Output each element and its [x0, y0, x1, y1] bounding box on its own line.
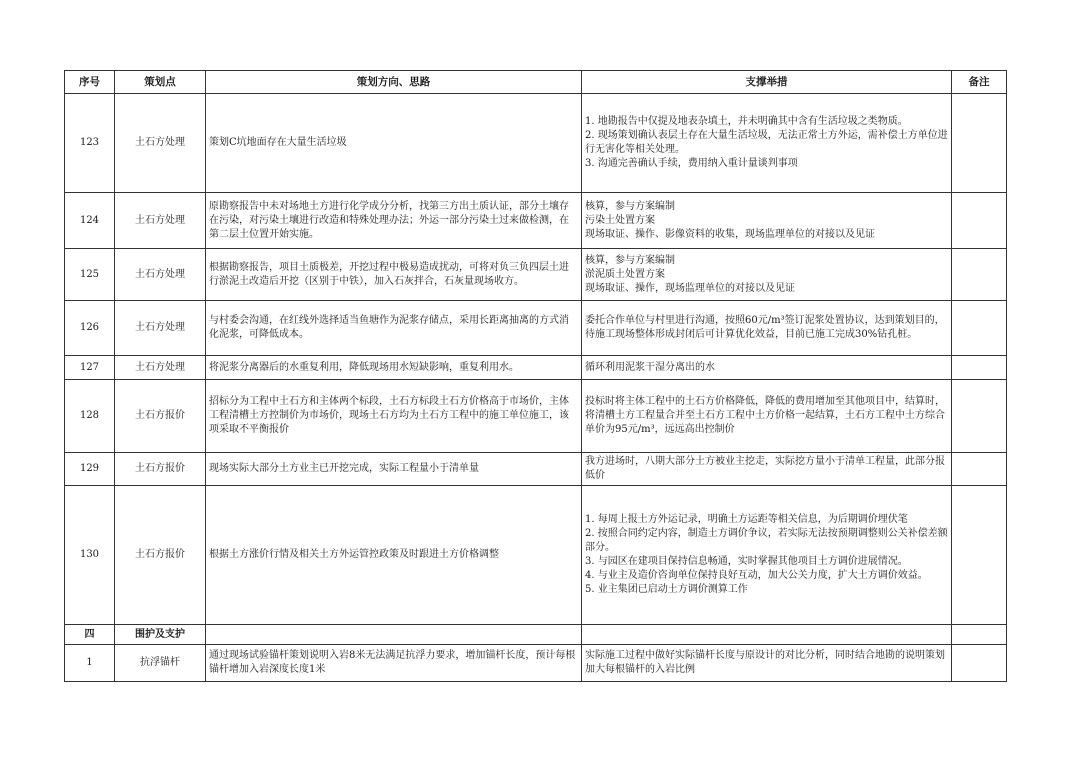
row-support: 循环利用泥浆干湿分离出的水 [582, 356, 952, 380]
header-support: 支撑举措 [582, 71, 952, 94]
row-note [952, 380, 1007, 453]
table-row [65, 356, 1007, 380]
table-row [65, 301, 1007, 356]
row-direction: 招标分为工程中土石方和主体两个标段，土石方标段土石方价格高于市场价，主体工程清槽土方控制价为市场价，现场土石方均为土石方工程中的施工单位施工，该项采取不平衡报价 [206, 380, 582, 453]
section-title: 围护及支护 [115, 625, 206, 645]
row-number: 1 [65, 645, 115, 682]
plan-table [64, 70, 1007, 682]
table-row [65, 94, 1007, 193]
row-support: 我方进场时，八期大部分土方被业主挖走，实际挖方量小于清单工程量，此部分报低价 [582, 453, 952, 486]
row-point: 土石方处理 [115, 356, 206, 380]
table-row [65, 486, 1007, 625]
row-point: 土石方报价 [115, 486, 206, 625]
spreadsheet-sheet [64, 70, 1006, 682]
row-note [952, 486, 1007, 625]
row-point: 抗浮锚杆 [115, 645, 206, 682]
row-number: 127 [65, 356, 115, 380]
row-number: 129 [65, 453, 115, 486]
row-point: 土石方报价 [115, 380, 206, 453]
row-support: 核算，参与方案编制 污染土处置方案 现场取证、操作、影像资料的收集，现场监理单位的对接以及见证 [582, 193, 952, 249]
row-point: 土石方报价 [115, 453, 206, 486]
row-support: 核算，参与方案编制 淤泥质土处置方案 现场取证、操作，现场监理单位的对接以及见证 [582, 249, 952, 301]
table-row [65, 380, 1007, 453]
section-row [65, 625, 1007, 645]
row-point: 土石方处理 [115, 301, 206, 356]
row-note [952, 301, 1007, 356]
row-support: 投标时将主体工程中的土石方价格降低，降低的费用增加至其他项目中，结算时，将清槽土方工程量合并至土石方工程中土方价格一起结算，土石方工程中土方综合单价为95元/m³，远远高出控制价 [582, 380, 952, 453]
row-direction: 原勘察报告中未对场地土方进行化学成分分析，找第三方出土质认证，部分土壤存在污染，对污染土壤进行改造和特殊处理办法；外运一部分污染土过来做检测，在第二层土位置开始实施。 [206, 193, 582, 249]
row-support: 1. 每周上报土方外运记录，明确土方运距等相关信息，为后期调价埋伏笔 2. 按照合同约定内容，制造土方调价争议，若实际无法按预期调整则公关补偿差额部分。 3. 与园区在建项目保持信息畅通，实时掌握其他项目土方调价进展情况。 4. 与业主及造价咨询单位保持良好互动，加大公关力度，扩大土方调价效益。 5. 业主集团已启动土方调价测算工作 [582, 486, 952, 625]
row-number: 124 [65, 193, 115, 249]
row-note [952, 645, 1007, 682]
row-direction: 通过现场试验锚杆策划说明入岩8米无法满足抗浮力要求，增加锚杆长度，预计每根锚杆增加入岩深度长度1米 [206, 645, 582, 682]
row-direction: 与村委会沟通，在红线外选择适当鱼塘作为泥浆存储点，采用长距离抽离的方式消化泥浆，可降低成本。 [206, 301, 582, 356]
row-point: 土石方处理 [115, 193, 206, 249]
section-empty-cell [952, 625, 1007, 645]
section-number: 四 [65, 625, 115, 645]
row-support: 实际施工过程中做好实际锚杆长度与原设计的对比分析，同时结合地勘的说明策划加大每根锚杆的入岩比例 [582, 645, 952, 682]
row-number: 128 [65, 380, 115, 453]
table-row [65, 249, 1007, 301]
row-number: 123 [65, 94, 115, 193]
row-direction: 策划C坑地面存在大量生活垃圾 [206, 94, 582, 193]
row-direction: 将泥浆分离器后的水重复利用，降低现场用水短缺影响，重复利用水。 [206, 356, 582, 380]
row-support: 1. 地勘报告中仅提及地表杂填土，并未明确其中含有生活垃圾之类物质。 2. 现场策划确认表层土存在大量生活垃圾，无法正常土方外运，需补偿土方单位进行无害化等相关处理。 3. 沟通完善确认手续，费用纳入重计量谈判事项 [582, 94, 952, 193]
header-direction: 策划方向、思路 [206, 71, 582, 94]
row-note [952, 356, 1007, 380]
header-point: 策划点 [115, 71, 206, 94]
section-empty-cell [582, 625, 952, 645]
row-direction: 现场实际大部分土方业主已开挖完成，实际工程量小于清单量 [206, 453, 582, 486]
header-note: 备注 [952, 71, 1007, 94]
row-number: 130 [65, 486, 115, 625]
row-direction: 根据勘察报告，项目土质极差，开挖过程中极易造成扰动，可将对负三负四层土进行淤泥土改造后开挖（区别于中铁），加入石灰拌合，石灰量现场收方。 [206, 249, 582, 301]
row-point: 土石方处理 [115, 249, 206, 301]
row-number: 126 [65, 301, 115, 356]
row-note [952, 94, 1007, 193]
row-note [952, 249, 1007, 301]
section-empty-cell [206, 625, 582, 645]
row-direction: 根据土方涨价行情及相关土方外运管控政策及时跟进土方价格调整 [206, 486, 582, 625]
row-support: 委托合作单位与村里进行沟通，按照60元/m³签订泥浆处置协议，达到策划目的，待施工现场整体形成封闭后可计算优化效益，目前已施工完成30%钻孔桩。 [582, 301, 952, 356]
row-point: 土石方处理 [115, 94, 206, 193]
row-number: 125 [65, 249, 115, 301]
row-note [952, 453, 1007, 486]
table-row [65, 645, 1007, 682]
table-row [65, 193, 1007, 249]
table-row [65, 453, 1007, 486]
header-no: 序号 [65, 71, 115, 94]
row-note [952, 193, 1007, 249]
header-row [65, 71, 1007, 94]
